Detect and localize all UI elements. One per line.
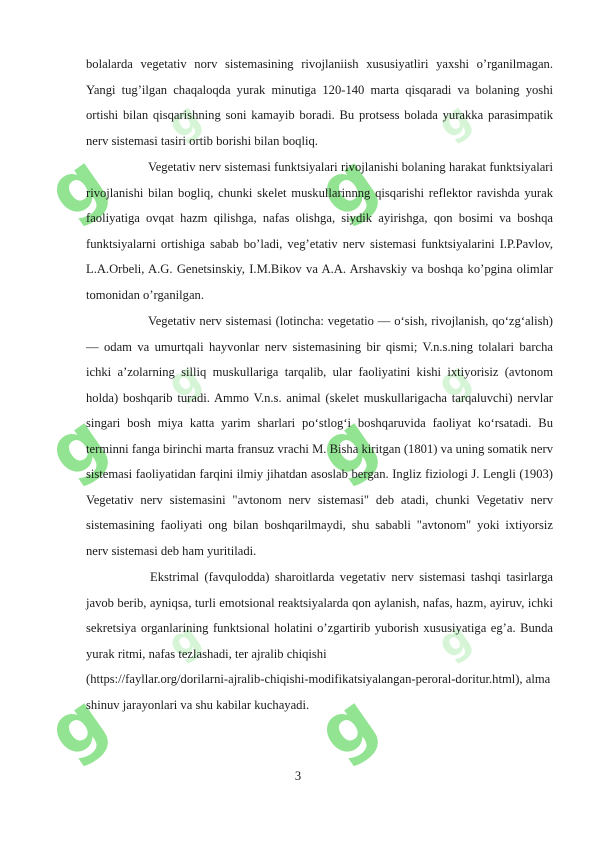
watermark-glyph: g [429,94,480,149]
watermark-glyph: g [302,398,391,494]
watermark-glyph: g [32,138,121,234]
watermark-glyph: g [32,398,121,494]
watermark-glyph: g [302,678,391,774]
paragraph-3: Vegetativ nerv sistemasi (lotincha: vegetatio — oʻsish, rivojlanish, qoʻzgʻalish) — odam va umurtqali hayvonlar nerv sistemasining bir qismi; V.n.s.ning tolalari barcha ichki aʼzolarning silliq muskullariga tarqalib, ular faoliyatini kishi ixtiyorisiz (avtonom holda) boshqarib turadi. Ammo V.n.s. animal (skelet muskullarigacha tarqaluvchi) nervlar singari bosh miya katta yarim sharlari poʻstlogʻi boshqaruvida faoliyat koʻrsatadi. Bu terminni fanga birinchi marta fransuz vrachi M. Bisha kiritgan (1801) va uning somatik nerv sistemasi faoliyatidan farqini ilmiy jihatdan asoslab bergan. Ingliz fiziologi J. Lengli (1903) Vegetativ nerv sistemasini "avtonom nerv sistemasi" deb atadi, chunki Vegetativ nerv sistemasining faoliyati ong bilan boshqarilmaydi, shu sababli "avtonom" yoki ixtiyorsiz nerv sistemasi deb ham yuritiladi. [86,314,553,558]
source-link[interactable]: (https://fayllar.org/dorilarni-ajralib-chiqishi-modifikatsiyalangan-peroral-doritur.html), almashinuv jarayonlari va shu kabilar kuchayadi. [86,672,551,712]
paragraph-1: bolalarda vegetativ norv sistemasining rivojlaniish xususiyatliri yaxshi o’rganilmagan. Yangi tug’ilgan chaqaloqda yurak minutiga 120-140 marta qisqaradi va bolaning yoshi ortishi bilan qisqarishning soni kamayib boradi. Bu protsess bolada yurakka parasimpatik nerv sistemasi tasiri ortib borishi bilan boqliq. [86,57,553,148]
watermark-glyph: g [302,138,391,234]
watermark-glyph: g [429,614,480,669]
paragraph-4: Ekstrimal (favqulodda) sharoitlarda vegetativ nerv sistemasi tashqi tasirlarga javob berib, ayniqsa, turli emotsional reaktsiyalarda qon aylanish, nafas, hazm, ayiruv, ichki sekretsiya organlarining funktsional holatini o’zgartirib yuborish xususiyatiga eg’a. Bunda yurak ritmi, nafas tezlashadi, ter ajralib chiqishi [86,570,553,661]
watermark-glyph: g [32,678,121,774]
paragraph-2: Vegetativ nerv sistemasi funktsiyalari rivojlanishi bolaning harakat funktsiyalari rivojlanishi bilan bogliq, chunki skelet muskullarinnng qisqarishi reflektor ravishda yurak faoliyatiga ovqat hazm qilishga, nafas olishga, siydik ayirishga, qon bosimi va boshqa funktsiyalarni ortishiga sabab bo’ladi, veg’etativ nerv sistemasi funktsiyalarini I.P.Pavlov, L.A.Orbeli, A.G. Genetsinskiy, I.M.Bikov va A.A. Arshavskiy va boshqa ko’pgina olimlar tomonidan o’rganilgan. [86,160,553,302]
watermark-glyph: g [159,94,210,149]
watermark-glyph: g [429,354,480,409]
body-text [86,52,553,718]
page-number: 3 [294,769,302,783]
watermark-glyph: g [159,614,210,669]
watermark-glyph: g [159,354,210,409]
